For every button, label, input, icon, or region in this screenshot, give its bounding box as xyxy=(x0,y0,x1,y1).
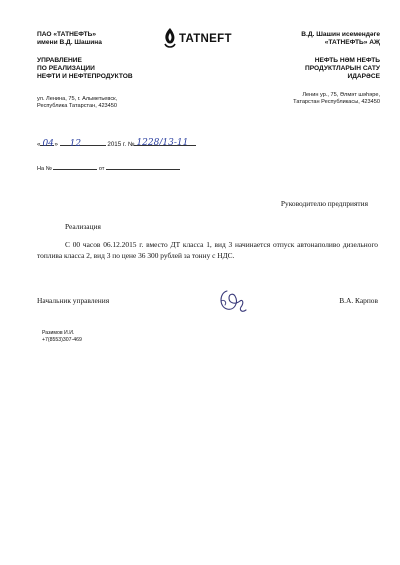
right-dept-line1: НЕФТЬ HӘМ НЕФТЬ xyxy=(314,57,380,64)
signature-position: Начальник управления xyxy=(37,296,110,305)
date-quote-close: » xyxy=(54,141,58,148)
ref-line xyxy=(37,166,180,172)
right-address-block xyxy=(266,92,380,106)
number-label: № xyxy=(127,141,135,148)
subject: Реализация xyxy=(65,222,101,231)
date-month: 12 xyxy=(69,139,82,149)
date-month-field xyxy=(60,139,106,149)
date-number-line xyxy=(37,138,196,149)
left-org-line2: имени В.Д. Шашина xyxy=(37,39,102,46)
date-quote-open: « xyxy=(37,141,41,148)
recipient: Руководителю предприятия xyxy=(280,199,368,208)
left-dept-block xyxy=(37,57,133,81)
executor-block xyxy=(42,330,82,343)
right-address-line1: Ленин ур., 75, Әлмәт шәһәре, xyxy=(302,92,380,98)
handwritten-signature xyxy=(213,283,249,319)
date-year: 2015 г. xyxy=(107,141,127,148)
right-org-line1: В.Д. Шашин исемендәге xyxy=(301,31,380,38)
signature-name: В.А. Карпов xyxy=(339,296,378,305)
logo-text: TATNEFT xyxy=(179,33,232,45)
right-org-block xyxy=(276,31,380,47)
body-text: С 00 часов 06.12.2015 г. вместо ДТ класса 1, вид 3 начинается отпуск автонаполиво дизельного топлива класса 2, вид 3 по цене 36 300 рублей за тонну с НДС. xyxy=(37,240,378,260)
ref-from-label: от xyxy=(98,166,105,172)
left-address-block xyxy=(37,96,117,110)
ref-date-field xyxy=(106,169,180,170)
right-dept-block xyxy=(276,57,380,81)
left-address-line1: ул. Ленина, 75, г. Альметьевск, xyxy=(37,96,118,102)
executor-phone: +7(8553)307-469 xyxy=(42,336,82,343)
flame-icon xyxy=(163,27,177,49)
right-address-line2: Татарстан Республикасы, 423450 xyxy=(293,99,380,105)
left-dept-line3: НЕФТИ И НЕФТЕПРОДУКТОВ xyxy=(37,73,133,80)
right-org-line2: «ТАТНЕФТЬ» АҖ xyxy=(324,39,380,46)
left-dept-line1: УПРАВЛЕНИЕ xyxy=(37,57,82,64)
ref-label: На № xyxy=(37,166,52,172)
tatneft-logo xyxy=(163,27,253,53)
date-day: 04 xyxy=(42,139,54,149)
executor-name: Разимов И.И. xyxy=(42,330,75,336)
left-address-line2: Республика Татарстан, 423450 xyxy=(37,103,118,109)
doc-number-field xyxy=(134,138,196,148)
date-day-field xyxy=(40,139,54,149)
right-dept-line2: ПРОДУКТЛАРЫН САТУ xyxy=(304,65,380,72)
doc-number: 1228/13-11 xyxy=(136,138,189,148)
right-dept-line3: ИДАРӘСЕ xyxy=(347,73,380,80)
left-dept-line2: ПО РЕАЛИЗАЦИИ xyxy=(37,65,95,72)
ref-number-field xyxy=(53,169,97,170)
left-org-block xyxy=(37,31,102,47)
left-org-line1: ПАО «ТАТНЕФТЬ» xyxy=(37,31,97,38)
